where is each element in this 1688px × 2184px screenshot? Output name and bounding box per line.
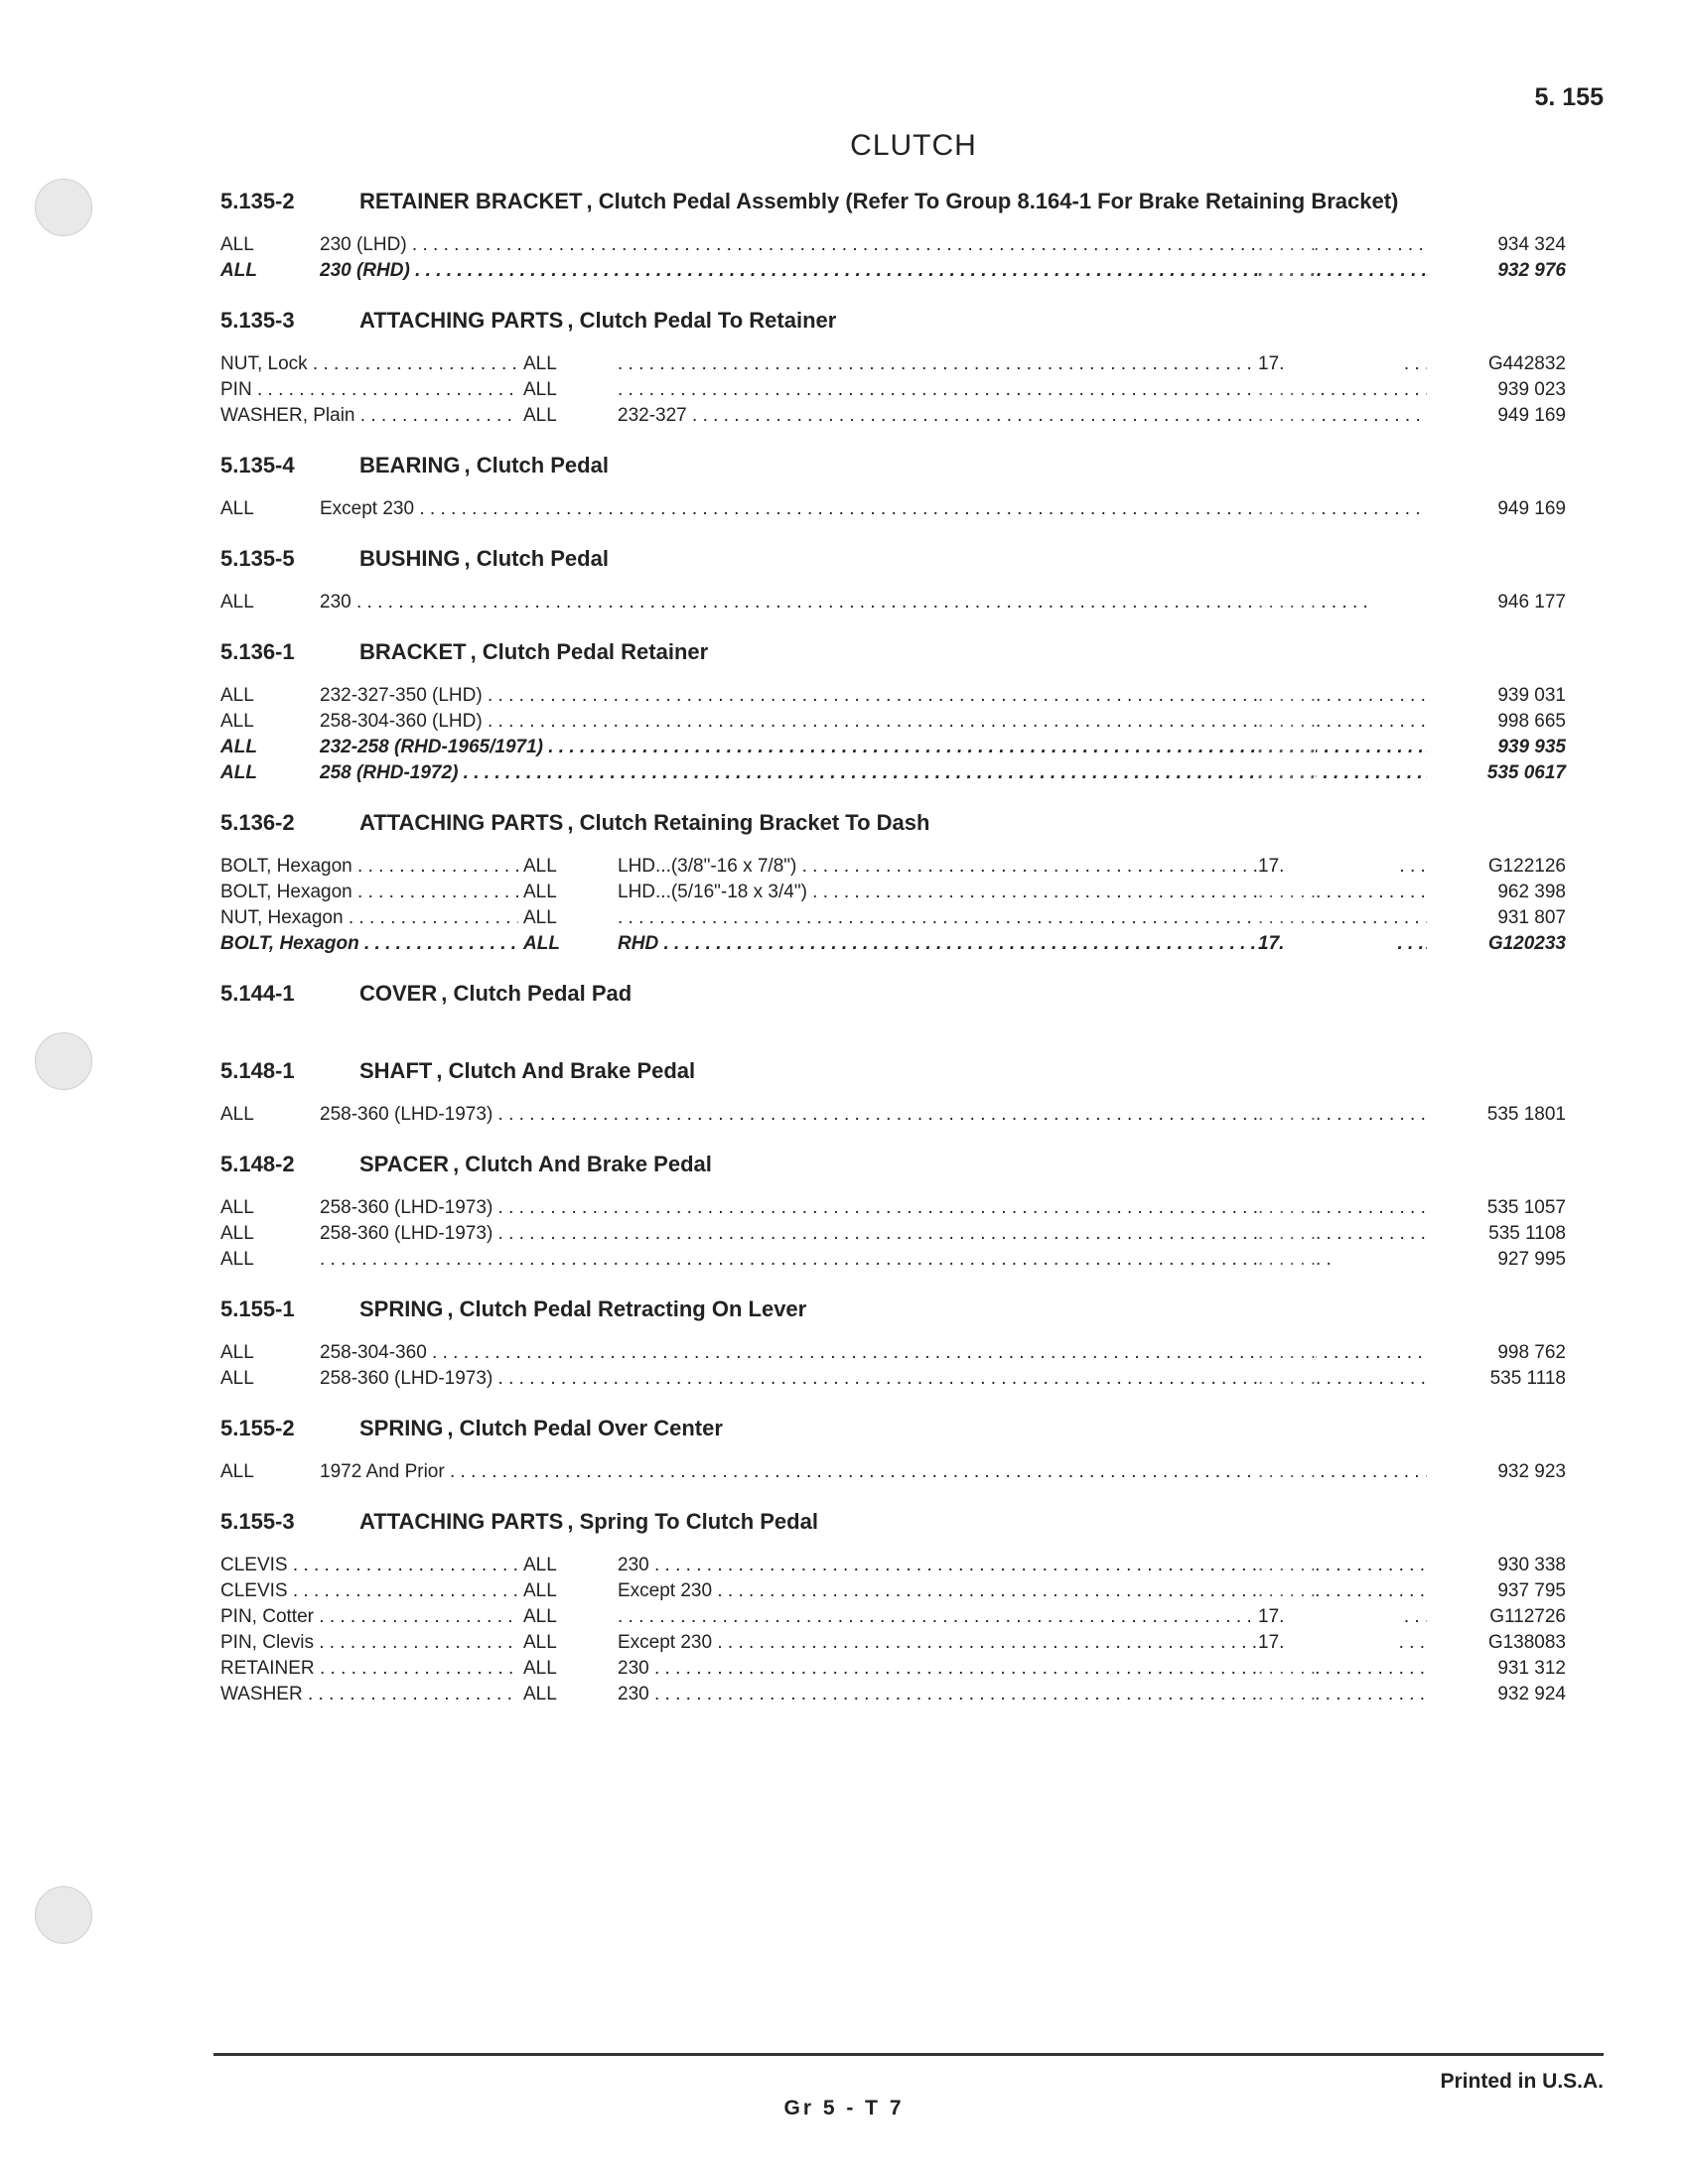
section-5-136-1 (220, 639, 1566, 786)
model-cell: ALL (523, 353, 557, 374)
model-cell: ALL (220, 592, 254, 613)
part-number-cell: 962 398 (1427, 880, 1566, 905)
desc-cell: 258-360 (LHD-1973) . . . (320, 1366, 1432, 1392)
group-number: 5.155-2 (220, 1416, 295, 1440)
part-number-cell: 939 935 (1427, 735, 1566, 760)
part-number-cell: 535 1108 (1427, 1221, 1566, 1247)
part-number-cell: 932 976 (1427, 258, 1566, 284)
part-name-cell: PIN . . . (220, 377, 518, 403)
leader-dots: . . . . . . (1258, 735, 1316, 760)
page-title: CLUTCH (850, 129, 977, 162)
parts-list (220, 189, 1566, 1731)
part-number-cell: 998 665 (1427, 709, 1566, 735)
model-cell: ALL (523, 1684, 557, 1705)
part-title: BRACKET (359, 639, 467, 664)
model-cell: ALL (220, 711, 254, 732)
section-5-135-3 (220, 308, 1566, 429)
part-number-cell: 932 923 (1427, 1459, 1566, 1485)
part-number-cell: 949 169 (1427, 496, 1566, 522)
part-title: SPRING (359, 1297, 444, 1321)
part-name-cell: BOLT, Hexagon . . . (220, 931, 518, 957)
leader-dots: . . . . . . (1258, 232, 1316, 258)
section-5-148-2 (220, 1152, 1566, 1273)
part-title: BUSHING (359, 546, 461, 571)
group-number: 5.135-4 (220, 453, 295, 478)
model-cell: ALL (220, 1104, 254, 1125)
part-subtitle: , Clutch And Brake Pedal (436, 1058, 695, 1083)
table-row (220, 1604, 1566, 1630)
table-row (220, 1247, 1566, 1273)
section-5-144-1 (220, 981, 1566, 1007)
part-number-cell: G112726 (1427, 1604, 1566, 1630)
table-row (220, 496, 1566, 522)
model-cell: ALL (523, 1632, 557, 1653)
leader-dots: . . . . . . (1258, 760, 1316, 786)
model-cell: ALL (220, 1368, 254, 1389)
part-number-cell: 927 995 (1427, 1247, 1566, 1273)
section-header (220, 981, 1566, 1007)
binder-hole (35, 1886, 92, 1944)
section-header (220, 639, 1566, 665)
part-name-cell: PIN, Clevis . . . (220, 1630, 518, 1656)
part-name-cell: BOLT, Hexagon . . . (220, 880, 518, 905)
model-cell: ALL (220, 1249, 254, 1270)
leader-dots: . . . . . . (1258, 905, 1316, 931)
leader-dots: . . . . . . (1258, 258, 1316, 284)
part-subtitle: , Clutch Pedal To Retainer (567, 308, 836, 333)
leader-dots: . . . . . . (1258, 377, 1316, 403)
part-subtitle: , Clutch Pedal (464, 453, 608, 478)
desc-cell: 258-360 (LHD-1973) . . . (320, 1221, 1432, 1247)
table-row (220, 1553, 1566, 1578)
section-header (220, 1152, 1566, 1177)
table-row (220, 258, 1566, 284)
section-5-148-1 (220, 1058, 1566, 1128)
desc-cell: 232-258 (RHD-1965/1971) . . . (320, 735, 1432, 760)
table-row (220, 905, 1566, 931)
desc-cell: 258-360 (LHD-1973) . . . (320, 1195, 1432, 1221)
section-5-155-1 (220, 1297, 1566, 1392)
desc-cell: 258 (RHD-1972) . . . (320, 760, 1432, 786)
part-name-cell: CLEVIS . . . (220, 1578, 518, 1604)
section-header (220, 1509, 1566, 1535)
table-row (220, 590, 1566, 615)
group-number: 5.155-3 (220, 1509, 295, 1534)
table-row (220, 1459, 1566, 1485)
section-header (220, 546, 1566, 572)
model-cell: ALL (523, 1606, 557, 1627)
table-row (220, 1366, 1566, 1392)
part-subtitle: , Clutch Retaining Bracket To Dash (567, 810, 929, 835)
section-header (220, 1416, 1566, 1441)
model-cell: ALL (523, 1555, 557, 1575)
page-code: Gr 5 - T 7 (783, 2097, 905, 2119)
leader-dots: . . . . . . (1258, 1221, 1316, 1247)
part-number-cell: 939 031 (1427, 683, 1566, 709)
part-number-cell: 998 762 (1427, 1340, 1566, 1366)
model-cell: ALL (220, 685, 254, 706)
part-title: BEARING (359, 453, 461, 478)
part-title: SPACER (359, 1152, 450, 1176)
part-subtitle: , Clutch And Brake Pedal (453, 1152, 712, 1176)
group-number: 5.136-2 (220, 810, 295, 835)
table-row (220, 403, 1566, 429)
desc-cell: LHD...(3/8"-16 x 7/8") . . . (618, 854, 1432, 880)
part-number-cell: G442832 (1427, 351, 1566, 377)
part-name-cell: PIN, Cotter . . . (220, 1604, 518, 1630)
leader-dots: . . . . . . (1258, 1553, 1316, 1578)
model-cell: ALL (220, 1223, 254, 1244)
model-cell: ALL (523, 882, 557, 902)
group-number: 5.135-5 (220, 546, 295, 571)
part-number-cell: 535 1801 (1427, 1102, 1566, 1128)
part-subtitle: , Clutch Pedal Pad (441, 981, 632, 1006)
part-name-cell: NUT, Hexagon . . . (220, 905, 518, 931)
table-row (220, 232, 1566, 258)
section-5-155-3 (220, 1509, 1566, 1707)
group-number: 5.148-1 (220, 1058, 295, 1083)
table-row (220, 1195, 1566, 1221)
part-subtitle: , Spring To Clutch Pedal (567, 1509, 818, 1534)
part-title: SHAFT (359, 1058, 433, 1083)
desc-cell: 258-360 (LHD-1973) . . . (320, 1102, 1432, 1128)
part-name-cell: NUT, Lock . . . (220, 351, 518, 377)
part-number-cell: 931 807 (1427, 905, 1566, 931)
code-cell: 17. (1258, 1630, 1397, 1656)
table-row (220, 760, 1566, 786)
desc-cell: 230 . . . (618, 1656, 1432, 1682)
group-number: 5.148-2 (220, 1152, 295, 1176)
model-cell: ALL (220, 1461, 254, 1482)
group-number: 5.155-1 (220, 1297, 295, 1321)
section-header (220, 1058, 1566, 1084)
group-number: 5.144-1 (220, 981, 295, 1006)
desc-cell: Except 230 . . . (618, 1578, 1432, 1604)
table-row (220, 735, 1566, 760)
desc-cell: 230 . . . (320, 590, 1432, 615)
table-row (220, 931, 1566, 957)
leader-dots: . . . . . . (1258, 880, 1316, 905)
leader-dots: . . . . . . (1258, 1366, 1316, 1392)
section-5-136-2 (220, 810, 1566, 957)
table-row (220, 351, 1566, 377)
model-cell: ALL (220, 1342, 254, 1363)
part-number-cell: G138083 (1427, 1630, 1566, 1656)
table-row (220, 854, 1566, 880)
part-number-cell: 934 324 (1427, 232, 1566, 258)
section-header (220, 189, 1566, 214)
desc-cell: 230 (RHD) . . . (320, 258, 1432, 284)
part-title: RETAINER BRACKET (359, 189, 583, 213)
leader-dots: . . . . . . (1258, 1247, 1316, 1273)
part-number-cell: 939 023 (1427, 377, 1566, 403)
part-subtitle: , Clutch Pedal Assembly (Refer To Group 8.164-1 For Brake Retaining Bracket) (586, 189, 1398, 213)
table-row (220, 1656, 1566, 1682)
part-number-cell: 535 0617 (1427, 760, 1566, 786)
model-cell: ALL (220, 737, 257, 757)
part-number-cell: G120233 (1427, 931, 1566, 957)
code-cell: 17. (1258, 854, 1397, 880)
model-cell: ALL (523, 405, 557, 426)
desc-cell: 230 . . . (618, 1553, 1432, 1578)
leader-dots: . . . . . . (1258, 1340, 1316, 1366)
section-5-155-2 (220, 1416, 1566, 1485)
desc-cell: LHD...(5/16"-18 x 3/4") . . . (618, 880, 1432, 905)
leader-dots: . . . . . . (1258, 1459, 1316, 1485)
page-number: 5. 155 (1534, 83, 1604, 111)
model-cell: ALL (523, 1580, 557, 1601)
model-cell: ALL (523, 856, 557, 877)
table-row (220, 709, 1566, 735)
group-number: 5.135-2 (220, 189, 295, 213)
desc-cell: 232-327-350 (LHD) . . . (320, 683, 1432, 709)
section-header (220, 308, 1566, 334)
model-cell: ALL (523, 379, 557, 400)
part-number-cell: 946 177 (1427, 590, 1566, 615)
table-row (220, 377, 1566, 403)
desc-cell: 230 . . . (618, 1682, 1432, 1707)
part-number-cell: 949 169 (1427, 403, 1566, 429)
leader-dots: . . . . . . (1258, 496, 1316, 522)
part-number-cell: 535 1118 (1427, 1366, 1566, 1392)
desc-cell: RHD . . . (618, 931, 1432, 957)
table-row (220, 683, 1566, 709)
leader-dots: . . . . . . (1258, 709, 1316, 735)
desc-cell: 258-304-360 (LHD) . . . (320, 709, 1432, 735)
model-cell: ALL (220, 260, 257, 281)
part-title: ATTACHING PARTS (359, 1509, 564, 1534)
part-title: ATTACHING PARTS (359, 810, 564, 835)
section-header (220, 453, 1566, 478)
code-cell: 17. (1258, 351, 1397, 377)
desc-cell: 232-327 . . . (618, 403, 1432, 429)
model-cell: ALL (523, 907, 557, 928)
model-cell: ALL (220, 498, 254, 519)
desc-cell: Except 230 . . . (618, 1630, 1432, 1656)
model-cell: ALL (220, 1197, 254, 1218)
table-row (220, 1221, 1566, 1247)
table-row (220, 1340, 1566, 1366)
leader-dots: . . . . . . (1258, 403, 1316, 429)
table-row (220, 1630, 1566, 1656)
table-row (220, 1682, 1566, 1707)
part-subtitle: , Clutch Pedal Retracting On Lever (447, 1297, 806, 1321)
part-title: ATTACHING PARTS (359, 308, 564, 333)
leader-dots: . . . . . . (1258, 1195, 1316, 1221)
group-number: 5.136-1 (220, 639, 295, 664)
leader-dots: . . . . . . (1258, 1682, 1316, 1707)
part-number-cell: 932 924 (1427, 1682, 1566, 1707)
part-subtitle: , Clutch Pedal Retainer (471, 639, 709, 664)
part-title: COVER (359, 981, 438, 1006)
part-name-cell: WASHER . . . (220, 1682, 518, 1707)
model-cell: ALL (220, 234, 254, 255)
section-5-135-4 (220, 453, 1566, 522)
desc-cell: 1972 And Prior . . . (320, 1459, 1432, 1485)
code-cell: 17. (1258, 931, 1397, 957)
group-number: 5.135-3 (220, 308, 295, 333)
footer-rule (213, 2053, 1604, 2056)
part-number-cell: 937 795 (1427, 1578, 1566, 1604)
part-number-cell: 930 338 (1427, 1553, 1566, 1578)
model-cell: ALL (220, 762, 257, 783)
binder-hole (35, 179, 92, 236)
part-name-cell: RETAINER . . . (220, 1656, 518, 1682)
part-number-cell: 931 312 (1427, 1656, 1566, 1682)
section-5-135-5 (220, 546, 1566, 615)
part-name-cell: BOLT, Hexagon . . . (220, 854, 518, 880)
table-row (220, 1578, 1566, 1604)
section-header (220, 1297, 1566, 1322)
desc-cell: Except 230 . . . (320, 496, 1432, 522)
part-title: SPRING (359, 1416, 444, 1440)
part-subtitle: , Clutch Pedal (464, 546, 608, 571)
code-cell: 17. (1258, 1604, 1397, 1630)
part-name-cell: WASHER, Plain . . . (220, 403, 518, 429)
desc-cell: 258-304-360 . . . (320, 1340, 1432, 1366)
section-5-135-2 (220, 189, 1566, 284)
leader-dots: . . . . . . (1258, 1656, 1316, 1682)
model-cell: ALL (523, 1658, 557, 1679)
leader-dots: . . . . . . (1258, 590, 1316, 615)
leader-dots: . . . . . . (1258, 1578, 1316, 1604)
table-row (220, 880, 1566, 905)
part-name-cell: CLEVIS . . . (220, 1553, 518, 1578)
printed-note: Printed in U.S.A. (1440, 2070, 1604, 2093)
model-cell: ALL (523, 933, 560, 954)
desc-cell: 230 (LHD) . . . (320, 232, 1432, 258)
part-number-cell: G122126 (1427, 854, 1566, 880)
table-row (220, 1102, 1566, 1128)
section-header (220, 810, 1566, 836)
leader-dots: . . . . . . (1258, 683, 1316, 709)
binder-hole (35, 1032, 92, 1090)
leader-dots: . . . . . . (1258, 1102, 1316, 1128)
part-subtitle: , Clutch Pedal Over Center (447, 1416, 723, 1440)
part-number-cell: 535 1057 (1427, 1195, 1566, 1221)
